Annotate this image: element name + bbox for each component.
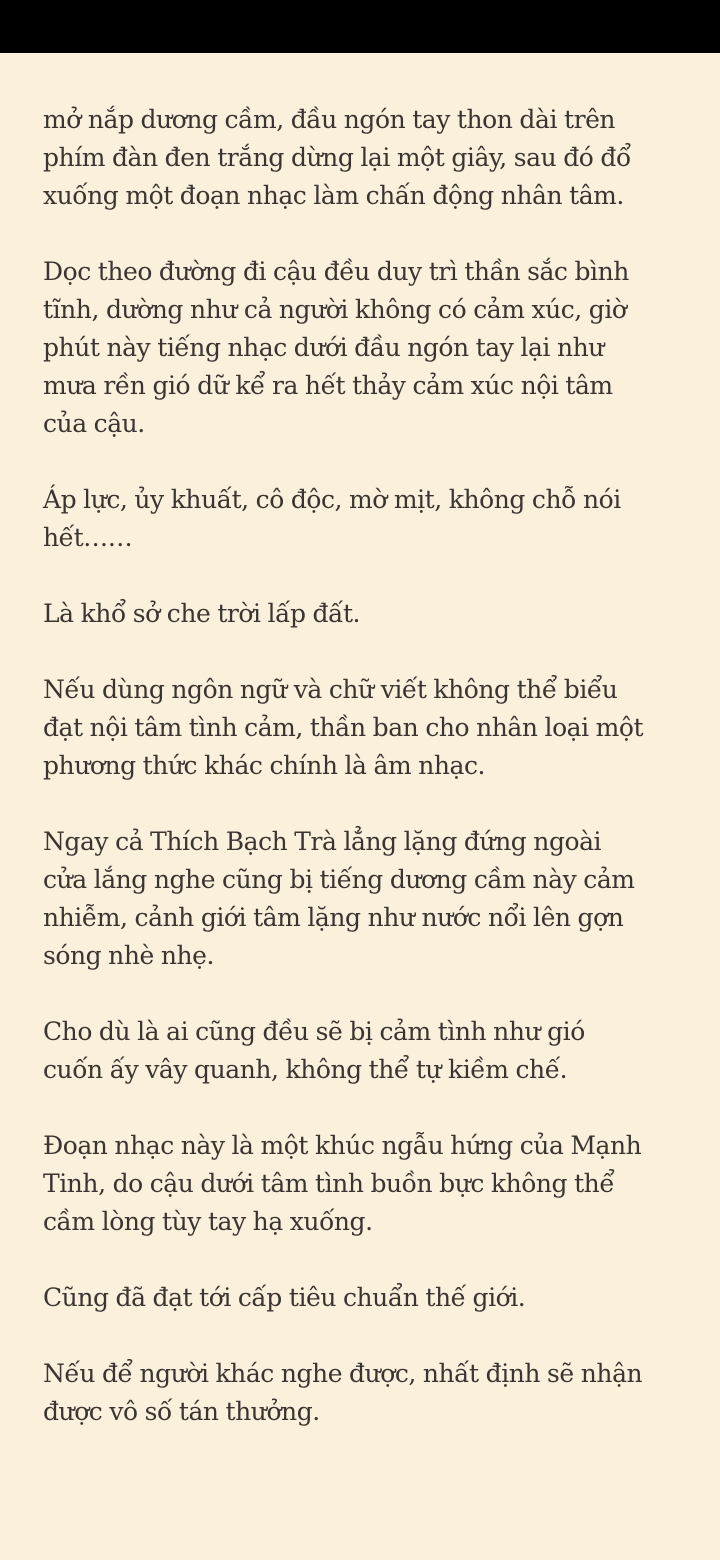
paragraph: Ngay cả Thích Bạch Trà lẳng lặng đứng ngoài cửa lắng nghe cũng bị tiếng dương cầm này cảm nhiễm, cảnh giới tâm lặng như nước nổi lên gợn sóng nhè nhẹ.	[43, 827, 635, 970]
paragraph: Cho dù là ai cũng đều sẽ bị cảm tình như gió cuốn ấy vây quanh, không thể tự kiềm chế.	[43, 1017, 585, 1084]
paragraph: mở nắp dương cầm, đầu ngón tay thon dài trên phím đàn đen trắng dừng lại một giây, sau đó đổ xuống một đoạn nhạc làm chấn động nhân tâm.	[43, 105, 631, 210]
paragraph: Đoạn nhạc này là một khúc ngẫu hứng của Mạnh Tinh, do cậu dưới tâm tình buồn bực không thể cầm lòng tùy tay hạ xuống.	[43, 1131, 642, 1236]
paragraph: Áp lực, ủy khuất, cô độc, mờ mịt, không chỗ nói hết……	[43, 485, 621, 552]
paragraph: Nếu để người khác nghe được, nhất định sẽ nhận được vô số tán thưởng.	[43, 1359, 643, 1426]
paragraph: Cũng đã đạt tới cấp tiêu chuẩn thế giới.	[43, 1283, 526, 1312]
paragraph: Nếu dùng ngôn ngữ và chữ viết không thể biểu đạt nội tâm tình cảm, thần ban cho nhân loại một phương thức khác chính là âm nhạc.	[43, 675, 644, 780]
paragraph: Dọc theo đường đi cậu đều duy trì thần sắc bình tĩnh, dường như cả người không có cảm xúc, giờ phút này tiếng nhạc dưới đầu ngón tay lại như mưa rền gió dữ kể ra hết thảy cảm xúc nội tâm của cậu.	[43, 257, 629, 438]
paragraph: Là khổ sở che trời lấp đất.	[43, 599, 361, 628]
chapter-text	[43, 101, 683, 1469]
status-bar	[0, 0, 720, 53]
